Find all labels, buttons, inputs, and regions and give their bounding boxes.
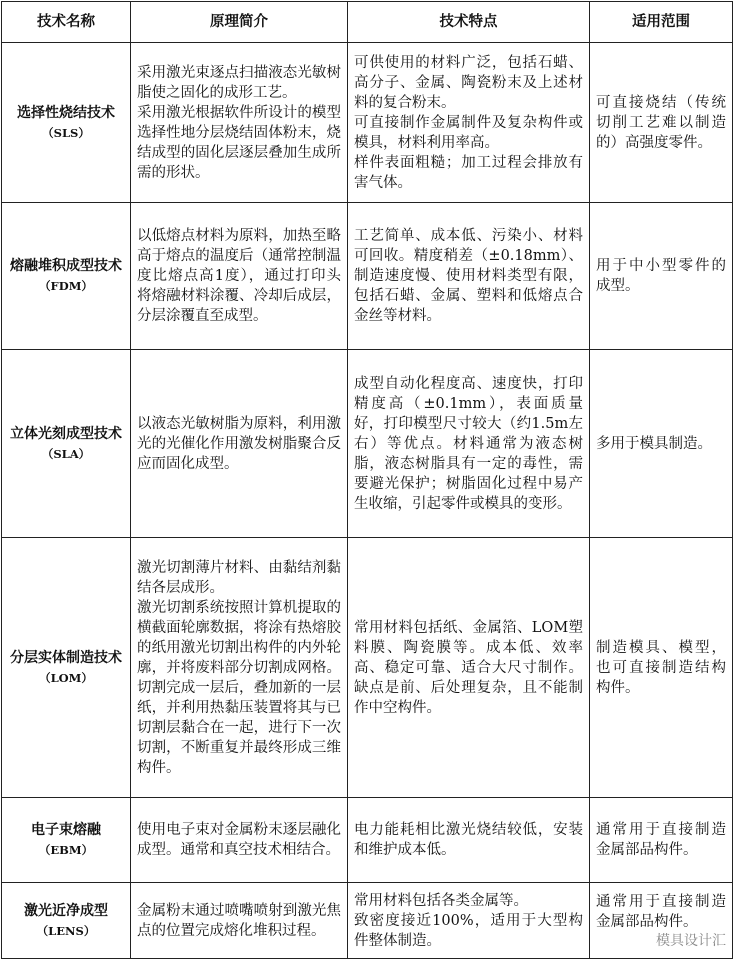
tech-name-cell (2, 538, 131, 798)
features-cell (348, 350, 590, 538)
header-name: 技术名称 (2, 2, 131, 43)
scope-cell (590, 43, 733, 203)
principle-text: 采用激光束逐点扫描液态光敏树脂使之固化的成形工艺。 (137, 64, 341, 101)
principle-cell (131, 883, 348, 959)
tech-abbr: （SLA） (41, 446, 91, 461)
tech-abbr: （SLS） (42, 125, 90, 140)
principle-text: 使用电子束对金属粉末逐层融化成型。通常和真空技术相结合。 (137, 822, 341, 858)
features-cell (348, 883, 590, 959)
principle-cell (131, 798, 348, 883)
tech-name-cell (2, 350, 131, 538)
tech-name-cell (2, 798, 131, 883)
tech-name: 电子束熔融 (31, 822, 101, 838)
technology-table (1, 1, 733, 959)
scope-text: 通常用于直接制造金属部品构件。 (596, 822, 726, 858)
features-cell (348, 538, 590, 798)
scope-text: 用于中小型零件的成型。 (596, 258, 726, 294)
tech-name-cell (2, 883, 131, 959)
principle-cell (131, 538, 348, 798)
features-text: 成型自动化程度高、速度快，打印精度高（±0.1mm），表面质量好，打印模型尺寸较大（约1.5m左右）等优点。材料通常为液态树脂，液态树脂具有一定的毒性，需要避光保护；树脂固化过程中易产生收缩，引起零件或模具的变形。 (354, 375, 583, 512)
tech-name: 选择性烧结技术 (17, 104, 115, 121)
table-row (2, 883, 733, 959)
scope-text: 制造模具、模型，也可直接制造结构构件。 (596, 639, 726, 696)
features-text: 常用材料包括各类金属等。 (354, 892, 528, 909)
table-row (2, 350, 733, 538)
features-text: 可直接制作金属制件及复杂构件或模具，材料利用率高。 (354, 114, 583, 151)
principle-text: 激光切割系统按照计算机提取的横截面轮廓数据，将涂有热熔胶的纸用激光切割出构件的内外轮廓，并将废料部分切割成网格。切割完成一层后，叠加新的一层纸，并利用热黏压装置将其与已切割层黏合在一起，进行下一次切割，不断重复并最终形成三维构件。 (137, 599, 341, 776)
scope-text: 通常用于直接制造金属部品构件。 (596, 893, 726, 930)
tech-name: 立体光刻成型技术 (10, 425, 122, 442)
table-row (2, 203, 733, 350)
principle-text: 采用激光根据软件所设计的模型选择性地分层烧结固体粉末，烧结成型的固化层逐层叠加生成所需的形状。 (137, 104, 341, 181)
tech-abbr: （EBM） (38, 843, 94, 857)
tech-abbr: （LENS） (36, 923, 96, 938)
tech-name-cell (2, 203, 131, 350)
table-row (2, 43, 733, 203)
features-cell (348, 203, 590, 350)
principle-text: 以液态光敏树脂为原料，利用激光的光催化作用激发树脂聚合反应而固化成型。 (137, 415, 341, 472)
tech-abbr: （FDM） (39, 279, 93, 293)
scope-cell (590, 798, 733, 883)
features-text: 可供使用的材料广泛，包括石蜡、高分子、金属、陶瓷粉末及上述材料的复合粉末。 (354, 54, 583, 111)
principle-cell (131, 203, 348, 350)
scope-cell (590, 883, 733, 959)
tech-name-cell (2, 43, 131, 203)
tech-abbr: （LOM） (39, 670, 93, 685)
principle-text: 金属粉末通过喷嘴喷射到激光焦点的位置完成熔化堆积过程。 (137, 902, 341, 939)
features-text: 工艺简单、成本低、污染小、材料可回收。精度稍差（±0.18mm）、制造速度慢、使用材料类型有限，包括石蜡、金属、塑料和低熔点合金丝等材料。 (354, 228, 583, 324)
header-features: 技术特点 (348, 2, 590, 43)
features-text: 电力能耗相比激光烧结较低，安装和维护成本低。 (354, 822, 583, 858)
header-principle: 原理简介 (131, 2, 348, 43)
tech-name: 分层实体制造技术 (10, 649, 122, 666)
scope-cell (590, 538, 733, 798)
principle-text: 以低熔点材料为原料，加热至略高于熔点的温度后（通常控制温度比熔点高1度），通过打印头将熔融材料涂覆、冷却后成层，分层涂覆直至成型。 (137, 228, 341, 324)
features-cell (348, 43, 590, 203)
principle-cell (131, 350, 348, 538)
features-text: 样件表面粗糙；加工过程会排放有害气体。 (354, 154, 583, 191)
features-cell (348, 798, 590, 883)
tech-name: 激光近净成型 (24, 902, 108, 919)
principle-cell (131, 43, 348, 203)
scope-cell (590, 350, 733, 538)
table-row (2, 538, 733, 798)
principle-text: 激光切割薄片材料、由黏结剂黏结各层成形。 (137, 559, 341, 596)
watermark: 模具设计汇 (656, 932, 726, 949)
header-row (2, 2, 733, 43)
features-text: 常用材料包括纸、金属箔、LOM塑料膜、陶瓷膜等。成本低、效率高、稳定可靠、适合大尺寸制作。缺点是前、后处理复杂，且不能制作中空构件。 (354, 619, 583, 716)
header-scope: 适用范围 (590, 2, 733, 43)
scope-text: 多用于模具制造。 (596, 435, 712, 452)
tech-name: 熔融堆积成型技术 (10, 258, 122, 274)
scope-cell (590, 203, 733, 350)
features-text: 致密度接近100%，适用于大型构件整体制造。 (354, 912, 583, 949)
scope-text: 可直接烧结（传统切削工艺难以制造的）高强度零件。 (596, 94, 726, 151)
table-row (2, 798, 733, 883)
